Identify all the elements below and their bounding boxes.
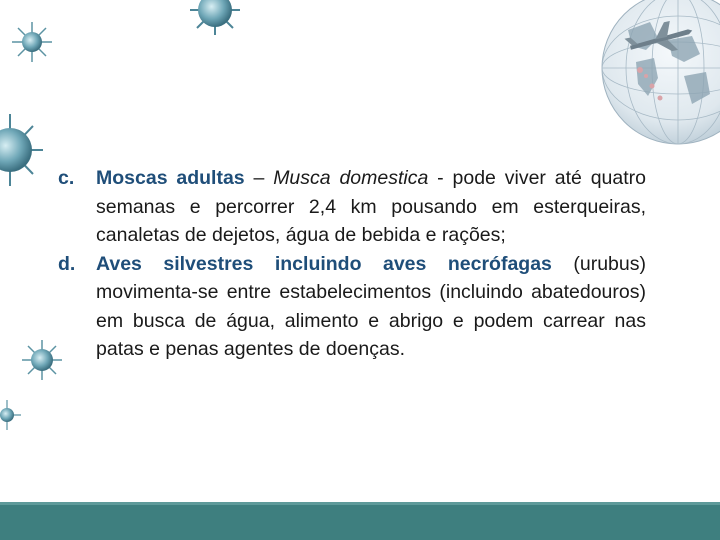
list-item (58, 164, 646, 250)
species-name: Musca domestica (273, 167, 429, 189)
list-marker: d. (58, 252, 76, 275)
description-text: - pode viver até quatro semanas e percorrer 2,4 km pousando em esterqueiras, canaletas de dejetos, água de bebida e rações; (96, 167, 646, 246)
virus-icon (10, 20, 54, 64)
footer-stripe (0, 502, 720, 505)
term-bold: Aves silvestres incluindo aves necrófagas (96, 252, 552, 275)
content-list (58, 164, 646, 364)
virus-icon (0, 110, 45, 190)
virus-icon (0, 398, 22, 432)
list-item (58, 250, 646, 364)
globe-airplane-icon (588, 0, 720, 150)
footer-bar (0, 502, 720, 540)
description-text: (urubus) movimenta-se entre estabelecimentos (incluindo abatedouros) em busca de água, alimento e abrigo e podem carrear nas patas e penas agentes de doenças. (96, 252, 646, 360)
term-bold: Moscas adultas (96, 167, 245, 189)
list-item-text (96, 250, 646, 364)
dash-text: – (244, 167, 274, 189)
list-item-text (96, 164, 646, 250)
list-marker: c. (58, 167, 75, 189)
virus-icon (170, 0, 260, 40)
